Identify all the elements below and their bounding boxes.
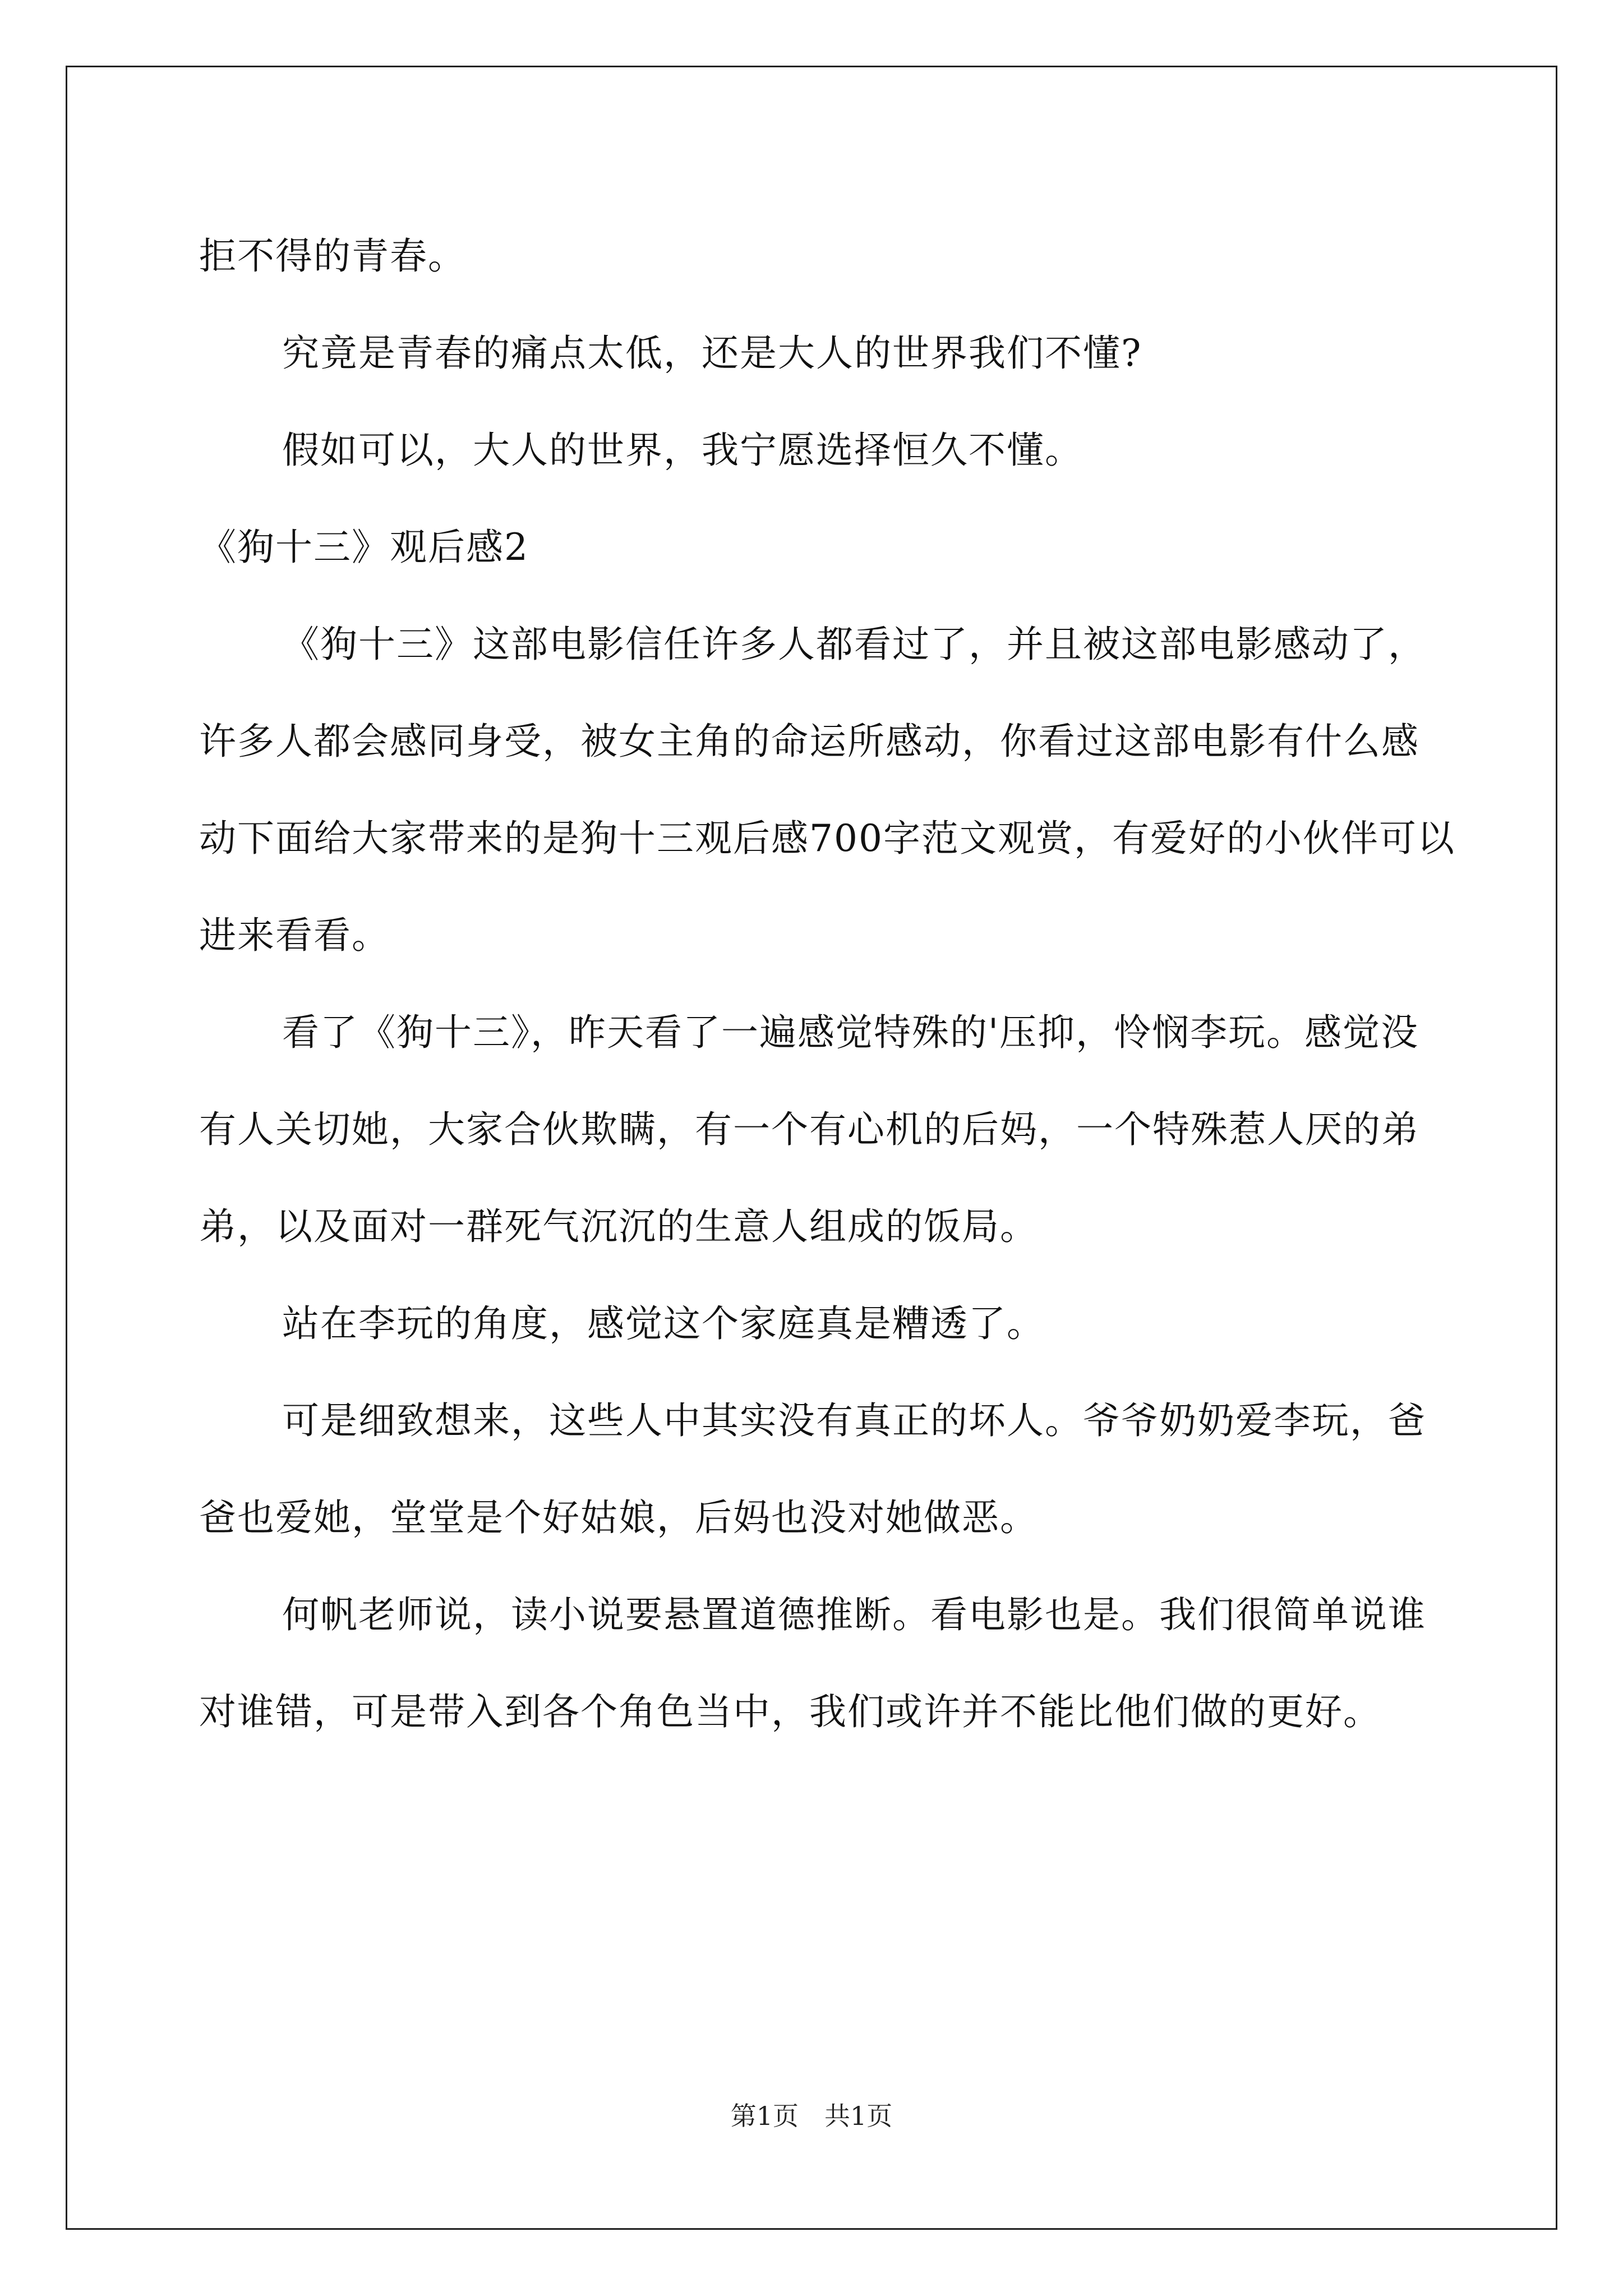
paragraph: 假如可以，大人的世界，我宁愿选择恒久不懂。 <box>282 429 1083 472</box>
page-footer: 第1页 共1页 <box>730 2101 893 2131</box>
paragraph: 看了《狗十三》，昨天看了一遍感觉特殊的'压抑，怜悯李玩。感觉没有人关切她，大家合伙欺瞒，有一个有心机的后妈，一个特殊惹人厌的弟弟，以及面对一群死气沉沉的生意人组成的饭局。 <box>199 1011 1419 1248</box>
paragraph: 可是细致想来，这些人中其实没有真正的坏人。爷爷奶奶爱李玩，爸爸也爱她，堂堂是个好姑娘，后妈也没对她做恶。 <box>199 1399 1426 1539</box>
paragraph: 何帆老师说，读小说要悬置道德推断。看电影也是。我们很简单说谁对谁错，可是带入到各个角色当中，我们或许并不能比他们做的更好。 <box>199 1593 1426 1733</box>
document-body <box>199 208 1455 1760</box>
paragraph: 站在李玩的角度，感觉这个家庭真是糟透了。 <box>282 1302 1045 1345</box>
section-heading: 《狗十三》观后感2 <box>199 526 529 569</box>
paragraph: 究竟是青春的痛点太低，还是大人的世界我们不懂? <box>282 332 1142 375</box>
paragraph: 《狗十三》这部电影信任许多人都看过了，并且被这部电影感动了，许多人都会感同身受，被女主角的命运所感动，你看过这部电影有什么感动下面给大家带来的是狗十三观后感700字范文观赏，有爱好的小伙伴可以进来看看。 <box>199 623 1455 957</box>
paragraph: 拒不得的青春。 <box>199 234 466 278</box>
